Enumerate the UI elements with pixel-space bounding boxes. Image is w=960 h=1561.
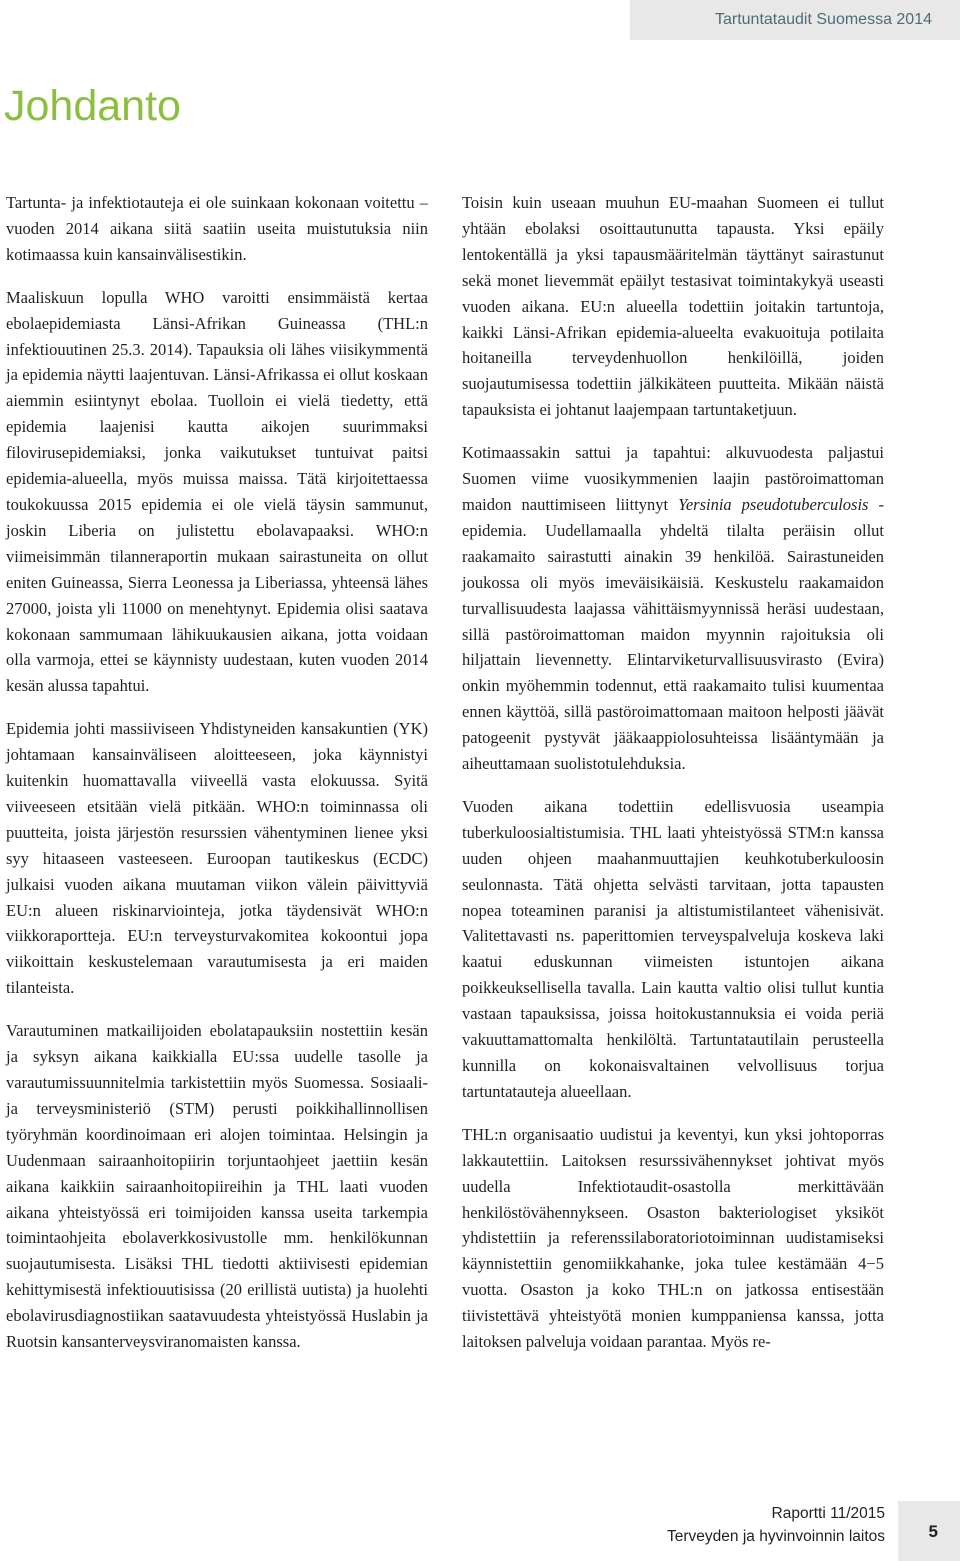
running-head: Tartuntataudit Suomessa 2014 xyxy=(714,11,932,28)
paragraph: Tartunta- ja infektiotauteja ei ole suinkaan kokonaan voitettu – vuoden 2014 aikana siitä saatiin useita muistutuksia niin kotimaassa kuin kansainvälisestikin. xyxy=(6,193,428,264)
paragraph: Toisin kuin useaan muuhun EU-maahan Suomeen ei tullut yhtään ebolaksi osoittautunutta tapausta. Yksi epäily lentokentällä ja yksi tapausmääritelmän täyttänyt sairastunut sekä monet lievemmät epäilyt testasivat toimintakykyä useasti vuoden aikana. EU:n alueella todettiin joitakin tartuntoja, kaikki Länsi-Afrikan epidemia-alueelta evakuoituja potilaita hoitaneilla terveydenhuollon henkilöillä, joiden suojautumisessa todettiin jälkikäteen puutteita. Mikään näistä tapauksista ei johtanut laajempaan tartuntaketjuun. xyxy=(462,193,884,420)
paragraph: Vuoden aikana todettiin edellisvuosia useampia tuberkuloosialtistumisia. THL laati yhteistyössä STM:n kanssa uuden ohjeen maahanmuuttajien keuhkotuberkuloosin seulonnasta. Tätä ohjetta selvästi tarvitaan, jotta tapausten nopea toteaminen paranisi ja altistumistilanteet vähenisivät. Valitettavasti ns. paperittomien terveyspalveluja koskeva laki kaatui eduskunnan viimeisten istuntojen aikana poikkeuksellisella tavalla. Lain kautta valtio olisi tullut kuntia vastaan tapauksissa, joissa hoitokustannuksia ei voida periä vakuuttamattomalta henkilöltä. Tartuntatautilain perusteella kunnilla on kokonaisvaltainen velvollisuus torjua tartuntatauteja alueellaan. xyxy=(462,796,884,1101)
institution-name: Terveyden ja hyvinvoinnin laitos xyxy=(667,1528,885,1545)
text-run: -epidemia. Uudellamaalla yhdeltä tilalta peräisin ollut raakamaito sairastutti ainakin 39 henkilöä. Sairastuneiden joukossa oli myös imeväisikäisiä. Keskustelu raakamaidon turvallisuudesta laajassa vähittäismyynnissä heräsi uudestaan, sillä pastöroimattoman maidon myynnin rajoituksia oli hiljattain lievennetty. Elintarviketurvallisuusvirasto (Evira) onkin myöhemmin todennut, että raakamaito tulisi kuumentaa ennen käyttöä, sillä pastöroimattomaan maitoon helposti jäävät patogeenit pystyvät jääkaappiolosuhteissa lisääntymään ja aiheuttamaan suolistotulehduksia. xyxy=(462,494,885,774)
paragraph xyxy=(462,440,884,777)
right-column xyxy=(462,190,884,1372)
paragraph: Maaliskuun lopulla WHO varoitti ensimmäistä kertaa ebolaepidemiasta Länsi-Afrikan Guineassa (THL:n infektiouutinen 25.3. 2014). Tapauksia oli lähes viisikymmentä ja epidemia näytti laajentuvan. Länsi-Afrikassa ei ollut koskaan aiemmin esiintynyt ebolaa. Tuolloin ei vielä tiedetty, että epidemia laajenisi kautta aikojen suurimmaksi filovirusepidemiaksi, jonka vaikutukset tuntuivat paitsi epidemia-alueella, myös muissa maissa. Tätä kirjoitettaessa toukokuussa 2015 epidemia ei ole vielä täysin sammunut, joskin Liberia on julistettu ebolavapaaksi. WHO:n viimeisimmän tilanneraportin mukaan sairastuneita on ollut eniten Guineassa, Sierra Leonessa ja Liberiassa, yhteensä lähes 27000, joista yli 11000 on menehtynyt. Epidemia olisi saatava kokonaan sammumaan lähikuukausien aikana, jotta voidaan olla varmoja, ettei se käynnisty uudestaan, kuten vuoden 2014 kesän alussa tapahtui. xyxy=(6,287,428,696)
page-number: 5 xyxy=(928,1522,938,1541)
report-number: Raportti 11/2015 xyxy=(771,1505,885,1522)
page-title: Johdanto xyxy=(4,82,181,130)
text-run: Kotimaassakin sattui ja tapahtui: alkuvuodesta paljastui Suomen viime vuosikymmenien laajin pastöroimattoman maidon nauttimiseen liittynyt xyxy=(462,443,884,514)
left-column xyxy=(6,190,428,1372)
species-name: Yersinia pseudotuberculosis xyxy=(678,494,869,514)
paragraph: THL:n organisaatio uudistui ja keventyi, kun yksi johtoporras lakkautettiin. Laitoksen resurssivähennykset johtivat myös uudella Infektiotaudit-osastolla merkittävään henkilöstövähennykseen. Osaston bakteriologiset yksiköt yhdistettiin ja referenssilaboratoriotoiminnan uudistamiseksi käynnistettiin genomiikkahanke, joka tulee kestämään 4−5 vuotta. Osaston ja koko THL:n on jatkossa entisestään tiivistettävä yhteistyötä monien kumppaniensa kanssa, jotta laitoksen palveluja voidaan parantaa. Myös re- xyxy=(462,1124,884,1352)
paragraph: Varautuminen matkailijoiden ebolatapauksiin nostettiin kesän ja syksyn aikana kaikkialla EU:ssa uudelle tasolle ja varautumissuunnitelmia tarkistettiin myös Suomessa. Sosiaali- ja terveysministeriö (STM) perusti poikkihallinnollisen työryhmän koordinoimaan eri alojen toimintaa. Helsingin ja Uudenmaan sairaanhoitopiirin torjuntaohjeet jaettiin kesän aikana kaikkiin sairaanhoitopiireihin ja THL laati vuoden aikana yhteistyössä eri toimijoiden kanssa useita tarkempia toimintaohjeita ebolaverkkosivustolle mm. henkilökunnan suojautumisesta. Lisäksi THL tiedotti aktiivisesti epidemian kehittymisestä infektiouutisissa (20 erillistä uutista) ja huolehti ebolavirusdiagnostiikan saatavuudesta yhteistyössä Huslabin ja Ruotsin kansanterveysviranomaisten kanssa. xyxy=(6,1021,428,1352)
paragraph: Epidemia johti massiiviseen Yhdistyneiden kansakuntien (YK) johtamaan kansainväliseen aloitteeseen, joka käynnistyi kuitenkin huomattavalla viiveellä vasta elokuussa. Syitä viiveeseen etsitään vielä pitkään. WHO:n toiminnassa oli puutteita, joista järjestön resurssien vähentyminen lienee yksi syy hitaaseen vasteeseen. Euroopan tautikeskus (ECDC) julkaisi vuoden aikana muutaman viikon välein päivittyviä EU:n alueen riskinarviointeja, jotka täydensivät WHO:n viikkoraportteja. EU:n terveysturvakomitea kokoontui jopa viikoittain keskustelemaan varautumisesta ja eri maiden tilanteista. xyxy=(6,719,428,998)
